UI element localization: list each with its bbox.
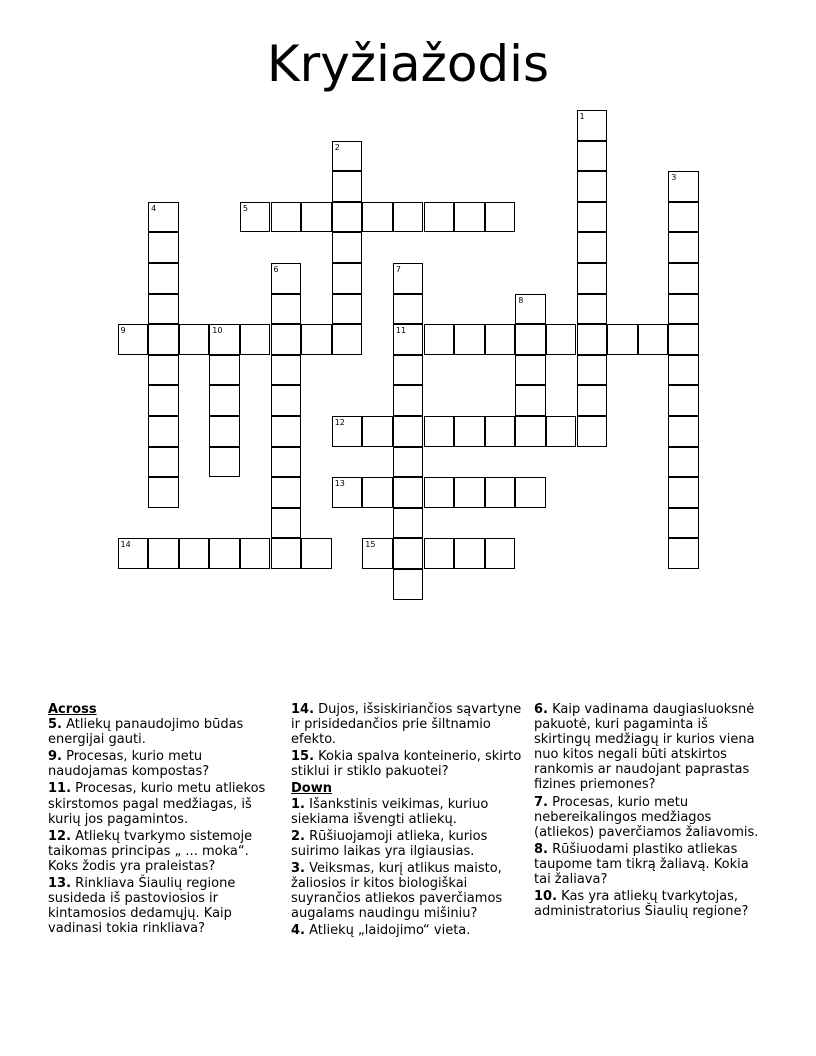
clue-item-number: 11. (48, 781, 72, 797)
grid-cell[interactable] (332, 202, 363, 233)
grid-cell[interactable] (454, 202, 485, 233)
grid-cell[interactable] (668, 385, 699, 416)
clue-item (534, 842, 766, 887)
grid-cell[interactable] (454, 416, 485, 447)
clue-number: 2 (334, 142, 340, 152)
grid-cell[interactable] (668, 263, 699, 294)
grid-cell[interactable] (271, 385, 302, 416)
clue-number: 1 (579, 112, 585, 121)
clue-item-text: Rūšiuojamoji atlieka, kurios suirimo laikas yra ilgiausias. (291, 828, 488, 859)
grid-cell[interactable] (424, 202, 455, 233)
grid-cell[interactable] (668, 538, 699, 569)
grid-cell[interactable] (485, 202, 516, 233)
grid-cell[interactable] (271, 416, 302, 447)
grid-cell[interactable] (515, 294, 546, 325)
clue-item (48, 876, 280, 936)
grid-cell[interactable] (148, 232, 179, 263)
clue-item-number: 4. (291, 923, 305, 939)
clue-item-number: 3. (291, 860, 305, 876)
grid-cell[interactable] (668, 447, 699, 478)
clue-number: 8 (518, 295, 524, 305)
grid-cell[interactable] (240, 202, 271, 233)
clue-item (534, 889, 766, 919)
grid-cell[interactable] (454, 324, 485, 355)
across-clues-part-2 (291, 702, 523, 779)
grid-cell[interactable] (638, 324, 669, 355)
clue-item (534, 702, 766, 793)
grid-cell[interactable] (393, 508, 424, 539)
clue-item-text: Procesas, kurio metu atliekos skirstomos pagal medžiagas, iš kurių jos pagamintos. (48, 781, 266, 827)
clue-number: 5 (242, 203, 248, 213)
clue-item (291, 702, 523, 747)
clue-item-number: 1. (291, 796, 305, 812)
grid-cell[interactable] (668, 416, 699, 447)
clue-number: 3 (671, 173, 677, 183)
clue-item-text: Atliekų panaudojimo būdas energijai gauti. (48, 717, 244, 748)
clue-item (291, 749, 523, 779)
clue-item (48, 829, 280, 874)
grid-cell[interactable] (271, 508, 302, 539)
grid-cell[interactable] (271, 355, 302, 386)
clue-item-number: 10. (534, 889, 558, 905)
grid-cell[interactable] (668, 232, 699, 263)
clue-item-number: 6. (534, 702, 548, 717)
grid-cell[interactable] (362, 538, 393, 569)
grid-cell[interactable] (332, 416, 363, 447)
clue-item-number: 2. (291, 828, 305, 844)
clue-number: 15 (365, 540, 376, 550)
grid-cell[interactable] (209, 538, 240, 569)
grid-cell[interactable] (577, 171, 608, 202)
grid-cell[interactable] (332, 324, 363, 355)
grid-cell[interactable] (148, 202, 179, 233)
clue-number: 10 (212, 326, 223, 336)
grid-cell[interactable] (179, 538, 210, 569)
grid-cell[interactable] (179, 324, 210, 355)
grid-cell[interactable] (148, 477, 179, 508)
grid-cell[interactable] (209, 447, 240, 478)
grid-cell[interactable] (424, 538, 455, 569)
grid-cell[interactable] (393, 569, 424, 600)
grid-cell[interactable] (209, 385, 240, 416)
grid-cell[interactable] (271, 324, 302, 355)
grid-cell[interactable] (332, 294, 363, 325)
grid-cell[interactable] (577, 385, 608, 416)
grid-cell[interactable] (148, 385, 179, 416)
grid-cell[interactable] (301, 202, 332, 233)
clue-item-text: Išankstinis veikimas, kuriuo siekiama išvengti atliekų. (291, 796, 489, 827)
grid-cell[interactable] (393, 447, 424, 478)
grid-cell[interactable] (424, 477, 455, 508)
grid-cell[interactable] (393, 477, 424, 508)
grid-cell[interactable] (271, 202, 302, 233)
grid-cell[interactable] (393, 324, 424, 355)
grid-cell[interactable] (668, 294, 699, 325)
grid-cell[interactable] (577, 294, 608, 325)
grid-cell[interactable] (332, 263, 363, 294)
grid-cell[interactable] (332, 232, 363, 263)
grid-cell[interactable] (362, 202, 393, 233)
clue-item (291, 923, 523, 938)
grid-cell[interactable] (301, 538, 332, 569)
clues-column-3 (534, 702, 766, 921)
grid-cell[interactable] (332, 477, 363, 508)
grid-cell[interactable] (393, 385, 424, 416)
clue-item-text: Rinkliava Šiaulių regione susideda iš pastoviosios ir kintamosios dedamųjų. Kaip vadinasi tokia rinkliava? (48, 876, 236, 937)
grid-cell[interactable] (393, 263, 424, 294)
clue-item (48, 781, 280, 826)
across-heading: Across (48, 702, 97, 717)
clue-item-number: 5. (48, 717, 62, 733)
clues-column-1 (48, 702, 280, 938)
grid-cell[interactable] (454, 477, 485, 508)
clues-column-2 (291, 702, 523, 940)
clue-item (291, 797, 523, 827)
down-heading: Down (291, 781, 332, 797)
clue-item (534, 795, 766, 840)
grid-cell[interactable] (577, 141, 608, 172)
grid-cell[interactable] (148, 324, 179, 355)
clue-number: 11 (395, 326, 407, 336)
grid-cell[interactable] (577, 416, 608, 447)
clue-item-number: 13. (48, 876, 72, 892)
grid-cell[interactable] (148, 263, 179, 294)
grid-cell[interactable] (393, 538, 424, 569)
grid-cell[interactable] (301, 324, 332, 355)
grid-cell[interactable] (577, 355, 608, 386)
clue-item-number: 7. (534, 794, 548, 810)
clue-item-number: 9. (48, 749, 62, 765)
clue-number: 4 (151, 203, 157, 213)
grid-cell[interactable] (454, 538, 485, 569)
grid-cell[interactable] (393, 416, 424, 447)
grid-cell[interactable] (148, 447, 179, 478)
clue-item-text: Kaip vadinama daugiasluoksnė pakuotė, kuri pagaminta iš skirtingų medžiagų ir kurios viena nuo kitos negali būti atskirtos rankomis ar naudojant paprastas fizines priemones? (534, 702, 755, 793)
grid-cell[interactable] (148, 355, 179, 386)
grid-cell[interactable] (332, 141, 363, 172)
grid-cell[interactable] (271, 447, 302, 478)
grid-cell[interactable] (271, 477, 302, 508)
grid-cell[interactable] (362, 477, 393, 508)
grid-cell[interactable] (485, 477, 516, 508)
clue-item (48, 717, 280, 747)
grid-cell[interactable] (485, 538, 516, 569)
clue-item-text: Atliekų „laidojimo“ vieta. (304, 923, 471, 939)
grid-cell[interactable] (577, 232, 608, 263)
grid-cell[interactable] (209, 355, 240, 386)
grid-cell[interactable] (515, 477, 546, 508)
grid-cell[interactable] (240, 324, 271, 355)
grid-cell[interactable] (424, 416, 455, 447)
grid-cell[interactable] (240, 538, 271, 569)
grid-cell[interactable] (577, 110, 608, 141)
clue-item-text: Procesas, kurio metu naudojamas kompostas? (48, 749, 210, 780)
grid-cell[interactable] (148, 538, 179, 569)
down-clues-part-2 (534, 702, 766, 919)
grid-cell[interactable] (577, 324, 608, 355)
clue-item-number: 14. (291, 702, 315, 717)
clue-item-text: Atliekų tvarkymo sistemoje taikomas principas „ ... moka“. Koks žodis yra praleistas? (48, 828, 253, 874)
grid-cell[interactable] (668, 477, 699, 508)
grid-cell[interactable] (271, 538, 302, 569)
grid-cell[interactable] (393, 355, 424, 386)
page-title: Kryžiažodis (266, 35, 550, 93)
clue-item-text: Rūšiuodami plastiko atliekas taupome tam tikrą žaliavą. Kokia tai žaliava? (534, 841, 749, 888)
grid-cell[interactable] (515, 324, 546, 355)
grid-cell[interactable] (668, 171, 699, 202)
grid-cell[interactable] (271, 294, 302, 325)
grid-cell[interactable] (668, 202, 699, 233)
grid-cell[interactable] (393, 202, 424, 233)
clue-number: 7 (395, 265, 401, 274)
clue-item (291, 829, 523, 859)
grid-cell[interactable] (118, 324, 149, 355)
grid-cell[interactable] (515, 416, 546, 447)
grid-cell[interactable] (668, 355, 699, 386)
grid-cell[interactable] (148, 294, 179, 325)
grid-cell[interactable] (271, 263, 302, 294)
grid-cell[interactable] (515, 355, 546, 386)
grid-cell[interactable] (209, 416, 240, 447)
grid-cell[interactable] (148, 416, 179, 447)
clue-number: 9 (120, 326, 126, 336)
down-clues-part-1 (291, 797, 523, 939)
clue-item-text: Procesas, kurio metu nebereikalingos medžiagos (atliekos) paverčiamos žaliavomis. (534, 794, 759, 840)
grid-cell[interactable] (118, 538, 149, 569)
across-clues-part-1 (48, 717, 280, 936)
clue-number: 13 (334, 479, 345, 489)
grid-cell[interactable] (332, 171, 363, 202)
grid-cell[interactable] (485, 324, 516, 355)
grid-cell[interactable] (393, 294, 424, 325)
clue-item (291, 861, 523, 921)
clue-item-text: Kokia spalva konteinerio, skirto stiklui ir stiklo pakuotei? (291, 749, 522, 780)
grid-cell[interactable] (577, 263, 608, 294)
grid-cell[interactable] (546, 416, 577, 447)
clue-item-number: 15. (291, 749, 315, 765)
grid-cell[interactable] (546, 324, 577, 355)
grid-cell[interactable] (577, 202, 608, 233)
clue-item-text: Dujos, išsiskiriančios sąvartyne ir prisidedančios prie šiltnamio efekto. (291, 702, 522, 748)
clue-item-number: 12. (48, 828, 72, 844)
clue-item-number: 8. (534, 841, 548, 857)
grid-cell[interactable] (668, 508, 699, 539)
grid-cell[interactable] (209, 324, 240, 355)
clue-number: 12 (334, 418, 345, 427)
clue-number: 14 (120, 540, 131, 550)
clue-item-text: Veiksmas, kurį atlikus maisto, žaliosios ir kitos biologiškai suyrančios atliekos paverčiamos augalams naudingu mišiniu? (291, 860, 503, 922)
grid-cell[interactable] (607, 324, 638, 355)
clue-item-text: Kas yra atliekų tvarkytojas, administratorius Šiaulių regione? (534, 889, 749, 920)
grid-cell[interactable] (362, 416, 393, 447)
grid-cell[interactable] (668, 324, 699, 355)
grid-cell[interactable] (515, 385, 546, 416)
grid-cell[interactable] (485, 416, 516, 447)
clue-item (48, 749, 280, 779)
clue-number: 6 (273, 265, 279, 274)
grid-cell[interactable] (424, 324, 455, 355)
